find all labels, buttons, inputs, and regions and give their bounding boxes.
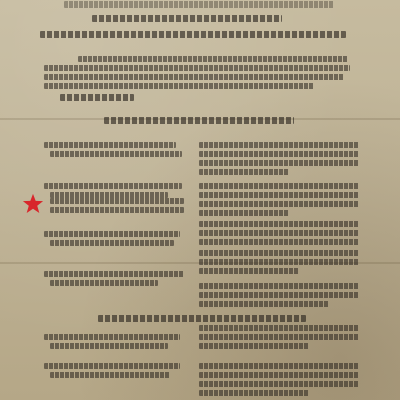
- entry-position-line: [199, 210, 289, 216]
- entry-position-line: [199, 363, 359, 369]
- entry-person-line: [44, 183, 182, 189]
- entry-position-line: [199, 183, 359, 189]
- entry-person-line: [44, 363, 180, 369]
- preamble-line: [78, 56, 348, 62]
- section-heading-line: [98, 315, 306, 322]
- entry-position-line: [199, 160, 359, 166]
- entry-position-line: [199, 201, 359, 207]
- entry-person-line: [44, 334, 180, 340]
- entry-person-line: [44, 142, 176, 148]
- preamble-line: [44, 83, 314, 89]
- entry-position-line: [199, 325, 359, 331]
- document-subtitle-line: [92, 15, 282, 22]
- document-title-line: [64, 1, 334, 8]
- entry-position-line: [199, 230, 359, 236]
- entry-position-line: [199, 390, 309, 396]
- entry-position-line: [199, 268, 299, 274]
- section-heading-line: [104, 117, 294, 124]
- entry-person-line: [50, 280, 158, 286]
- preamble-line: [44, 65, 350, 71]
- entry-position-line: [199, 334, 359, 340]
- entry-position-line: [199, 151, 359, 157]
- document-date-number-line: [40, 31, 346, 38]
- award-heading-line: [60, 94, 134, 101]
- entry-position-line: [199, 239, 359, 245]
- entry-person-line: [50, 198, 184, 204]
- red-star-icon: [22, 193, 44, 215]
- preamble-line: [44, 74, 344, 80]
- entry-person-line: [44, 271, 184, 277]
- entry-position-line: [199, 259, 359, 265]
- entry-position-line: [199, 250, 359, 256]
- entry-person-line: [50, 240, 174, 246]
- entry-position-line: [199, 301, 329, 307]
- entry-position-line: [199, 192, 359, 198]
- entry-person-line: [50, 343, 168, 349]
- entry-person-line: [50, 372, 170, 378]
- entry-position-line: [199, 381, 359, 387]
- entry-position-line: [199, 169, 289, 175]
- entry-position-line: [199, 372, 359, 378]
- entry-person-line: [50, 207, 184, 213]
- entry-person-line: [44, 231, 180, 237]
- entry-position-line: [199, 142, 359, 148]
- entry-position-line: [199, 221, 359, 227]
- entry-position-line: [199, 283, 359, 289]
- entry-person-line: [50, 151, 182, 157]
- entry-position-line: [199, 292, 359, 298]
- entry-position-line: [199, 343, 309, 349]
